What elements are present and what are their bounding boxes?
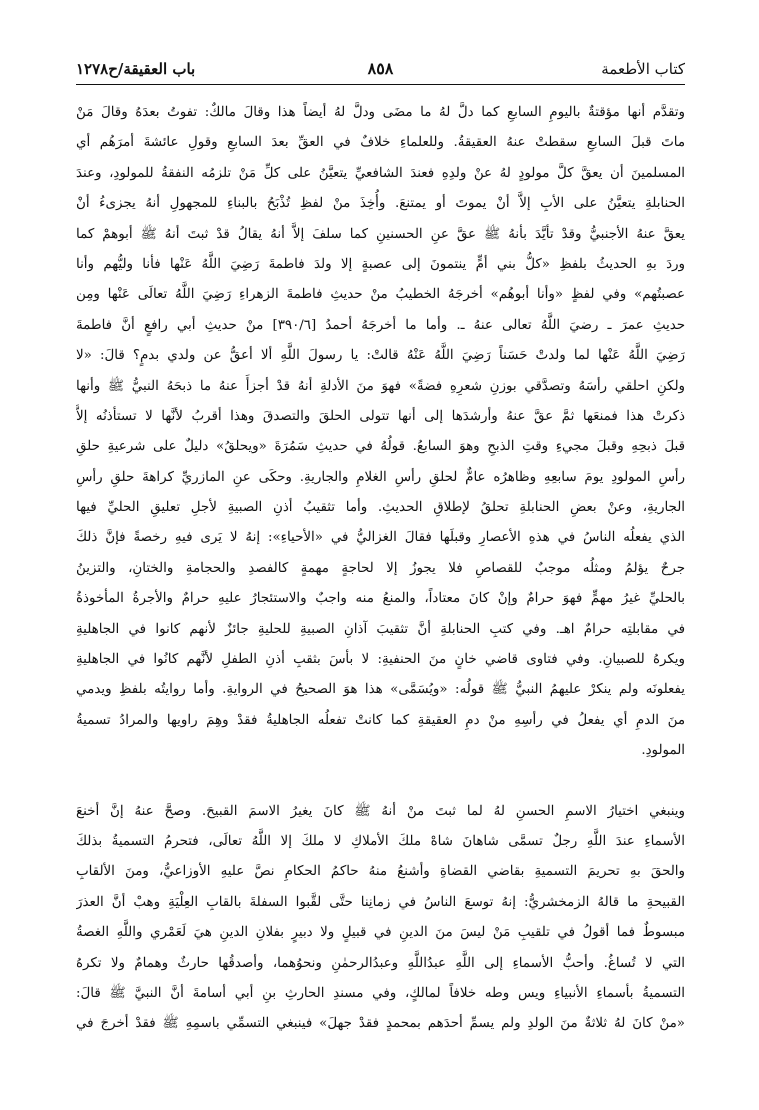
text-line: يعقَّ عنهُ الأجنبيُّ وقدْ تأيَّدَ بأنهُ ﷺ عقَّ عنِ الحسنينِ كما سلفَ إلاَّ أنهُ يقالُ قدْ ثبتَ أنهُ ﷺ أبوهمْ كما — [76, 226, 685, 242]
text-line: التسميةُ بأسماءِ الأنبياءِ ويس وطه خلافاً لمالكٍ، وفي مسندِ الحارثِ بنِ أبي أسامةَ أنَّ النبيَّ ﷺ قالَ: — [76, 985, 685, 1001]
text-line: حديثِ عمرَ ـ رضيَ اللَّهُ تعالى عنهُ ـ. وأما ما أخرجَهُ أحمدُ [٣٩٠/٦] منْ حديثِ أبي رافعٍ أنَّ فاطمةَ — [76, 317, 685, 333]
text-line: رَضِيَ اللَّهُ عَنْها لما ولدتْ حَسَناً رَضِيَ اللَّهُ عَنْهُ قالتْ: يا رسولَ اللَّهِ ألا أعقُّ عن ولدي بدمٍ؟ قالَ: «لا — [76, 348, 685, 364]
paragraph-1 — [76, 98, 685, 767]
text-line: في مقابلتِه حرامٌ اهـ. وفي كتبِ الحنابلةِ أنَّ تثقيبَ آذانِ الصبيةِ للحليةِ جائزٌ لأنهم كانوا في الجاهليةِ — [76, 621, 685, 637]
book-title: كتاب الأطعمة — [601, 60, 685, 78]
text-line: مبسوطٌ فما أقولُ في تلقيبِ مَنْ ليسَ منَ الدينِ في قبيلٍ ولا دبيرٍ بفلانِ الدينِ هيَ لَعَمْري واللَّهِ الغصةُ — [76, 925, 685, 941]
text-line: والحقَ بهِ تحريمَ التسميةِ بقاضي القضاةِ وأشنعُ منهُ حاكمُ الحكامِ نصَّ عليهِ الأوزاعيُّ، ومنَ الألقابِ — [76, 864, 685, 880]
running-header — [76, 54, 685, 85]
text-line: التي لا تُساغُ. وأحبُّ الأسماءِ إلى اللَّهِ عبدُاللَّهِ وعبدُالرحمٰنِ ونحوُهما، وأصدقُها حارثٌ وهمامٌ ولا تكرهُ — [76, 955, 685, 971]
text-line: بالحليِّ غيرُ مهمٍّ فهوَ حرامٌ وإنْ كانَ معتاداً، والمنعُ منه واجبٌ والاستئجارُ عليهِ حرامٌ والأجرةُ المأخوذةُ — [76, 591, 685, 607]
text-line: قبلَ ذبحِهِ وقبلَ مجيءِ وقتِ الذبحِ وهوَ السابعُ. قولُهُ في حديثِ سَمُرَةَ «ويحلقُ» دليلٌ على شرعيةِ حلقِ — [76, 439, 685, 455]
text-line: ولكنِ احلقي رأسَهُ وتصدَّقي بوزنِ شعرِهِ فضةً» فهوَ منَ الأدلةِ أنهُ قدْ أجزأَ عنهُ ما ذبحَهُ النبيُّ ﷺ وأنها — [76, 378, 685, 394]
text-line: الحنابلةِ يتعيَّنُ على الأبِ إلاَّ أنْ يموتَ أو يمتنعَ. وأُخِذَ منْ لفظِ تُذْبَحُ بالبناءِ للمجهولِ أنهُ يجزىءُ أنْ — [76, 196, 685, 212]
text-line: الأسماءِ عندَ اللَّهِ رجلٌ تسمَّى شاهانَ شاهْ ملكَ الأملاكِ لا ملكَ إلا اللَّهُ تعالَى، فتحرمُ التسميةُ بذلكَ — [76, 833, 685, 849]
text-line: ذكرتْ هذا فمنعَها ثمَّ عقَّ عنهُ وأرشدَها إلى أنها تتولى الحلقَ والتصدقَ وهذا أقربُ لأنَّها لا تستأذنُه إلاَّ — [76, 408, 685, 424]
text-line: ويكرهُ للصبيانِ. وفي فتاوى قاضي خانٍ منَ الحنفيةِ: لا بأسَ بثقبِ أذنِ الطفلِ لأنَّهم كانُوا في الجاهليةِ — [76, 652, 685, 668]
page-number: ٨٥٨ — [367, 59, 394, 78]
text-line: المسلمينَ أن يعقَّ كلَّ مولودٍ لهُ عنْ ولدِهِ فعندَ الشافعيِّ يتعيَّنُ على كلِّ مَنْ تلزمُه النفقةُ للمولودِ، وعندَ — [76, 165, 685, 181]
chapter-title: باب العقيقة/ح١٢٧٨ — [76, 60, 196, 78]
text-line: وينبغي اختيارُ الاسمِ الحسنِ لهُ لما ثبتَ منْ أنهُ ﷺ كانَ يغيرُ الاسمَ القبيحَ. وصحَّ عنهُ إنَّ أخنعَ — [76, 803, 685, 819]
text-line: ماتَ قبلَ السابعِ سقطتْ عنهُ العقيقةُ. وللعلماءِ خلافٌ في العقِّ بعدَ السابعِ وقولِ عائشةَ أمرَهُم أي — [76, 135, 685, 151]
text-line: عصبتُهم» وفي لفظٍ «وأنا أبوهُم» أخرجَهُ الخطيبُ منْ حديثِ فاطمةَ الزهراءِ رَضِيَ اللَّهُ تعالَى عَنْها ومِن — [76, 287, 685, 303]
body-text — [76, 98, 685, 1040]
paragraph-gap — [76, 767, 685, 797]
text-line: القبيحةِ ما قالهُ الزمخشريُّ: إنهُ توسعَ الناسُ في زمانِنا حتَّى لقَّبوا السفلةَ بالقابِ العِلْيَةِ وهبْ أنَّ العذرَ — [76, 894, 685, 910]
text-line: يفعلونَه ولم ينكرْ عليهمُ النبيُّ ﷺ قولُه: «ويُسَمَّى» هذا هوَ الصحيحُ في الروايةِ. وأما روايتُه بلفظِ ويدمي — [76, 682, 685, 698]
text-line: رأسِ المولودِ يومَ سابعِهِ وظاهرُه عامٌّ لحلقِ رأسِ الغلامِ والجاريةِ. وحكَى عنِ المازريِّ كراهةَ حلقِ رأسِ — [76, 469, 685, 485]
text-line: «منْ كانَ لهُ ثلاثةٌ منَ الولدِ ولم يسمِّ أحدَهم بمحمدٍ فقدْ جهلَ» فينبغي التسمِّي باسمِهِ ﷺ فقدْ أخرجَ في — [76, 1016, 685, 1032]
text-line: وتقدَّم أنها مؤقتةٌ باليومِ السابعِ كما دلَّ لهُ ما مضَى ودلَّ لهُ أيضاً هذا وقالَ مالكٌ: تفوتُ بعدَهُ وقالَ مَنْ — [76, 105, 685, 120]
text-line: وردَ بهِ الحديثُ بلفظِ «كلُّ بني أمٍّ ينتمونَ إلى عصبةٍ إلا ولدَ فاطمةَ رَضِيَ اللَّهُ عَنْها فأنا وليُّهم وأنا — [76, 256, 685, 272]
paragraph-2 — [76, 797, 685, 1040]
text-line: جرحٌ يؤلمُ ومثلُه موجبٌ للقصاصِ فلا يجوزُ إلا لحاجةٍ مهمةٍ كالفصدِ والحجامةِ والختانِ، والتزينُ — [76, 560, 685, 576]
text-line: الذي يفعلُه الناسُ في هذهِ الأعصارِ وقبلَها فقالَ الغزاليُّ في «الأحياءِ»: إنهُ لا يَرى فيهِ رخصةً فإنَّ ذلكَ — [76, 530, 685, 546]
text-line: الجاريةِ، وعنْ بعضِ الحنابلةِ تحلقُ لإطلاقِ الحديثِ. وأما تثقيبُ أذنِ الصبيةِ لأجلِ تعليقِ الحليِّ فيها — [76, 500, 685, 516]
text-line: منَ الدمِ أي يفعلُ في رأسِهِ منْ دمِ العقيقةِ كما كانتْ تفعلُه الجاهليةُ فقدْ وهِمَ راويها والمرادُ تسميةُ — [76, 712, 685, 728]
text-line: المولودِ. — [641, 743, 685, 759]
